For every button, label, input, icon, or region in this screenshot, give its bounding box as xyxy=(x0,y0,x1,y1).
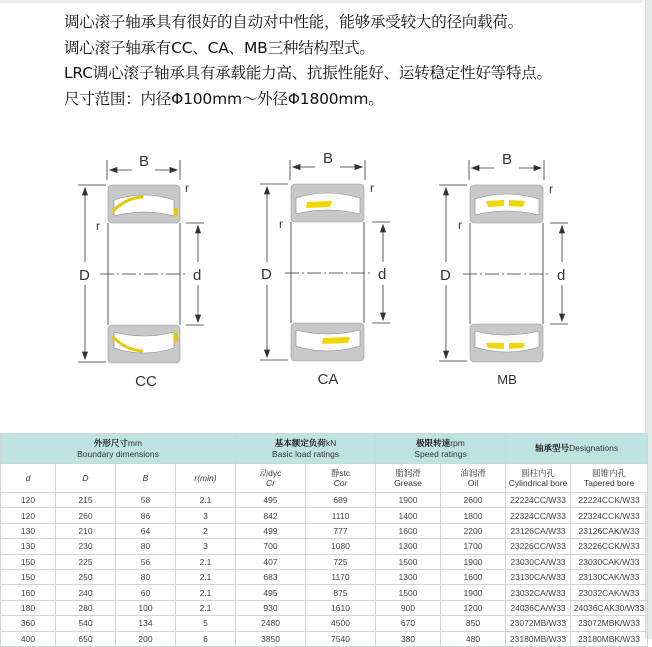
table-cell: 22324CCK/W33 xyxy=(571,508,648,523)
table-cell: 480 xyxy=(441,631,506,646)
bearing-mb-drawing-icon xyxy=(425,150,585,400)
svg-text:d: d xyxy=(193,267,202,284)
specifications-table xyxy=(0,433,648,647)
table-cell: 1080 xyxy=(306,539,376,554)
svg-text:B: B xyxy=(501,151,513,168)
table-cell: 150 xyxy=(1,554,56,569)
table-cell: 725 xyxy=(306,554,376,569)
table-cell: 180 xyxy=(1,600,56,615)
table-cell: 1700 xyxy=(441,539,506,554)
bearing-diagram-ca xyxy=(250,150,410,400)
table-column-header-row xyxy=(1,464,648,493)
table-row xyxy=(1,600,648,615)
table-cell: 3850 xyxy=(236,631,306,646)
table-cell: 130 xyxy=(1,539,56,554)
table-cell: 360 xyxy=(1,616,56,631)
table-cell: 23226CCK/W33 xyxy=(571,539,648,554)
svg-text:D: D xyxy=(440,267,451,284)
svg-text:CA: CA xyxy=(317,371,339,388)
col-cylindrical-bore: 圆柱内孔 Cylindrical bore xyxy=(506,464,571,493)
group-basic-load-ratings: 基本额定负荷kN Basic load ratings xyxy=(236,434,376,464)
table-cell: 900 xyxy=(376,600,441,615)
svg-text:d: d xyxy=(378,266,387,283)
svg-text:r: r xyxy=(96,219,100,233)
table-row xyxy=(1,554,648,569)
table-cell: 23032CA/W33 xyxy=(506,585,571,600)
table-cell: 23126CAK/W33 xyxy=(571,523,648,538)
col-outer-diameter: D xyxy=(56,464,116,493)
table-cell: 23030CAK/W33 xyxy=(571,554,648,569)
svg-text:d: d xyxy=(557,267,566,284)
svg-text:r: r xyxy=(458,218,462,232)
table-cell: 120 xyxy=(1,508,56,523)
table-cell: 22224CC/W33 xyxy=(506,493,571,508)
table-cell: 407 xyxy=(236,554,306,569)
table-cell: 495 xyxy=(236,493,306,508)
group-designations: 轴承型号Designations xyxy=(506,434,648,464)
table-cell: 1900 xyxy=(441,585,506,600)
table-cell: 850 xyxy=(441,616,506,631)
table-row xyxy=(1,523,648,538)
table-cell: 650 xyxy=(56,631,116,646)
table-cell: 499 xyxy=(236,523,306,538)
table-cell: 1500 xyxy=(376,585,441,600)
table-row xyxy=(1,508,648,523)
table-cell: 23180MBK/W33 xyxy=(571,631,648,646)
table-cell: 64 xyxy=(116,523,176,538)
table-cell: 22324CC/W33 xyxy=(506,508,571,523)
svg-text:r: r xyxy=(370,181,374,195)
group-boundary-dimensions: 外形尺寸mm Boundary dimensions xyxy=(1,434,236,464)
intro-text xyxy=(64,10,644,112)
table-cell: 7540 xyxy=(306,631,376,646)
table-cell: 86 xyxy=(116,508,176,523)
table-cell: 22224CCK/W33 xyxy=(571,493,648,508)
bearing-cc-drawing-icon xyxy=(70,150,230,400)
group-speed-ratings: 极限转速rpm Speed ratings xyxy=(376,434,506,464)
table-cell: 60 xyxy=(116,585,176,600)
col-r-min: r(min) xyxy=(176,464,236,493)
table-row xyxy=(1,539,648,554)
svg-text:r: r xyxy=(549,182,553,196)
table-cell: 230 xyxy=(56,539,116,554)
bearing-diagrams xyxy=(0,150,640,400)
table-cell: 1400 xyxy=(376,508,441,523)
bearing-diagram-cc xyxy=(70,150,230,400)
table-cell: 683 xyxy=(236,569,306,584)
table-cell: 1110 xyxy=(306,508,376,523)
table-row xyxy=(1,585,648,600)
table-cell: 842 xyxy=(236,508,306,523)
table-cell: 23126CA/W33 xyxy=(506,523,571,538)
table-cell: 930 xyxy=(236,600,306,615)
table-cell: 670 xyxy=(376,616,441,631)
svg-text:CC: CC xyxy=(135,373,157,390)
table-row xyxy=(1,493,648,508)
table-cell: 23226CC/W33 xyxy=(506,539,571,554)
top-border xyxy=(0,0,643,3)
table-body xyxy=(1,493,648,647)
table-cell: 225 xyxy=(56,554,116,569)
table-cell: 100 xyxy=(116,600,176,615)
table-cell: 150 xyxy=(1,569,56,584)
table-cell: 3 xyxy=(176,539,236,554)
table-cell: 58 xyxy=(116,493,176,508)
svg-text:B: B xyxy=(322,150,334,167)
table-cell: 1600 xyxy=(376,523,441,538)
table-cell: 250 xyxy=(56,569,116,584)
table-cell: 2600 xyxy=(441,493,506,508)
table-cell: 495 xyxy=(236,585,306,600)
table-cell: 80 xyxy=(116,539,176,554)
svg-text:B: B xyxy=(138,153,150,170)
intro-line: LRC调心滚子轴承具有承载能力高、抗振性能好、运转稳定性好等特点。 xyxy=(64,64,552,82)
table-cell: 875 xyxy=(306,585,376,600)
col-cr: 动dyc Cr xyxy=(236,464,306,493)
table-cell: 1600 xyxy=(441,569,506,584)
table-cell: 1900 xyxy=(441,554,506,569)
table-cell: 280 xyxy=(56,600,116,615)
col-tapered-bore: 圆锥内孔 Tapered bore xyxy=(571,464,648,493)
table-cell: 2.1 xyxy=(176,600,236,615)
col-width: B xyxy=(116,464,176,493)
table-group-header-row xyxy=(1,434,648,464)
table-cell: 215 xyxy=(56,493,116,508)
table-row xyxy=(1,616,648,631)
table-cell: 2.1 xyxy=(176,585,236,600)
table-cell: 23030CA/W33 xyxy=(506,554,571,569)
table-cell: 2.1 xyxy=(176,493,236,508)
intro-line: 调心滚子轴承有CC、CA、MB三种结构型式。 xyxy=(64,38,375,57)
col-d: d xyxy=(1,464,56,493)
table-cell: 2480 xyxy=(236,616,306,631)
svg-text:D: D xyxy=(261,266,272,283)
table-cell: 23180MB/W33 xyxy=(506,631,571,646)
table-cell: 2.1 xyxy=(176,554,236,569)
table-cell: 3 xyxy=(176,508,236,523)
table-cell: 777 xyxy=(306,523,376,538)
table-cell: 1610 xyxy=(306,600,376,615)
svg-text:D: D xyxy=(79,267,90,284)
table-cell: 160 xyxy=(1,585,56,600)
table-cell: 4500 xyxy=(306,616,376,631)
col-grease: 脂润滑 Grease xyxy=(376,464,441,493)
table-cell: 2 xyxy=(176,523,236,538)
intro-line: 调心滚子轴承具有很好的自动对中性能，能够承受较大的径向载荷。 xyxy=(64,13,524,31)
bearing-ca-drawing-icon xyxy=(250,150,410,400)
table-cell: 1300 xyxy=(376,569,441,584)
table-cell: 24036CA/W33 xyxy=(506,600,571,615)
table-cell: 1300 xyxy=(376,539,441,554)
table-cell: 1900 xyxy=(376,493,441,508)
table-cell: 23072MB/W33 xyxy=(506,616,571,631)
table-cell: 130 xyxy=(1,523,56,538)
intro-line: 尺寸范围：内径Φ100mm～外径Φ1800mm。 xyxy=(64,89,384,108)
table-cell: 700 xyxy=(236,539,306,554)
table-cell: 1170 xyxy=(306,569,376,584)
table-cell: 56 xyxy=(116,554,176,569)
svg-text:r: r xyxy=(279,217,283,231)
table-cell: 6 xyxy=(176,631,236,646)
bearing-diagram-mb xyxy=(425,150,585,400)
table-row xyxy=(1,569,648,584)
table-cell: 120 xyxy=(1,493,56,508)
table-cell: 260 xyxy=(56,508,116,523)
table-cell: 80 xyxy=(116,569,176,584)
table-cell: 240 xyxy=(56,585,116,600)
table-cell: 23072MBK/W33 xyxy=(571,616,648,631)
table-cell: 380 xyxy=(376,631,441,646)
table-cell: 689 xyxy=(306,493,376,508)
col-cor: 静stc Cor xyxy=(306,464,376,493)
table-cell: 1200 xyxy=(441,600,506,615)
table-cell: 23032CAK/W33 xyxy=(571,585,648,600)
table-cell: 540 xyxy=(56,616,116,631)
table-cell: 23130CAK/W33 xyxy=(571,569,648,584)
table-cell: 1500 xyxy=(376,554,441,569)
table-cell: 2.1 xyxy=(176,569,236,584)
table-cell: 210 xyxy=(56,523,116,538)
table-cell: 200 xyxy=(116,631,176,646)
col-oil: 油润滑 Oil xyxy=(441,464,506,493)
table-cell: 134 xyxy=(116,616,176,631)
svg-text:r: r xyxy=(185,181,189,195)
table-cell: 400 xyxy=(1,631,56,646)
table-cell: 24036CAK30/W33 xyxy=(571,600,648,615)
table-cell: 23130CA/W33 xyxy=(506,569,571,584)
table-cell: 5 xyxy=(176,616,236,631)
table-cell: 2200 xyxy=(441,523,506,538)
table-cell: 1800 xyxy=(441,508,506,523)
svg-text:MB: MB xyxy=(497,372,517,387)
